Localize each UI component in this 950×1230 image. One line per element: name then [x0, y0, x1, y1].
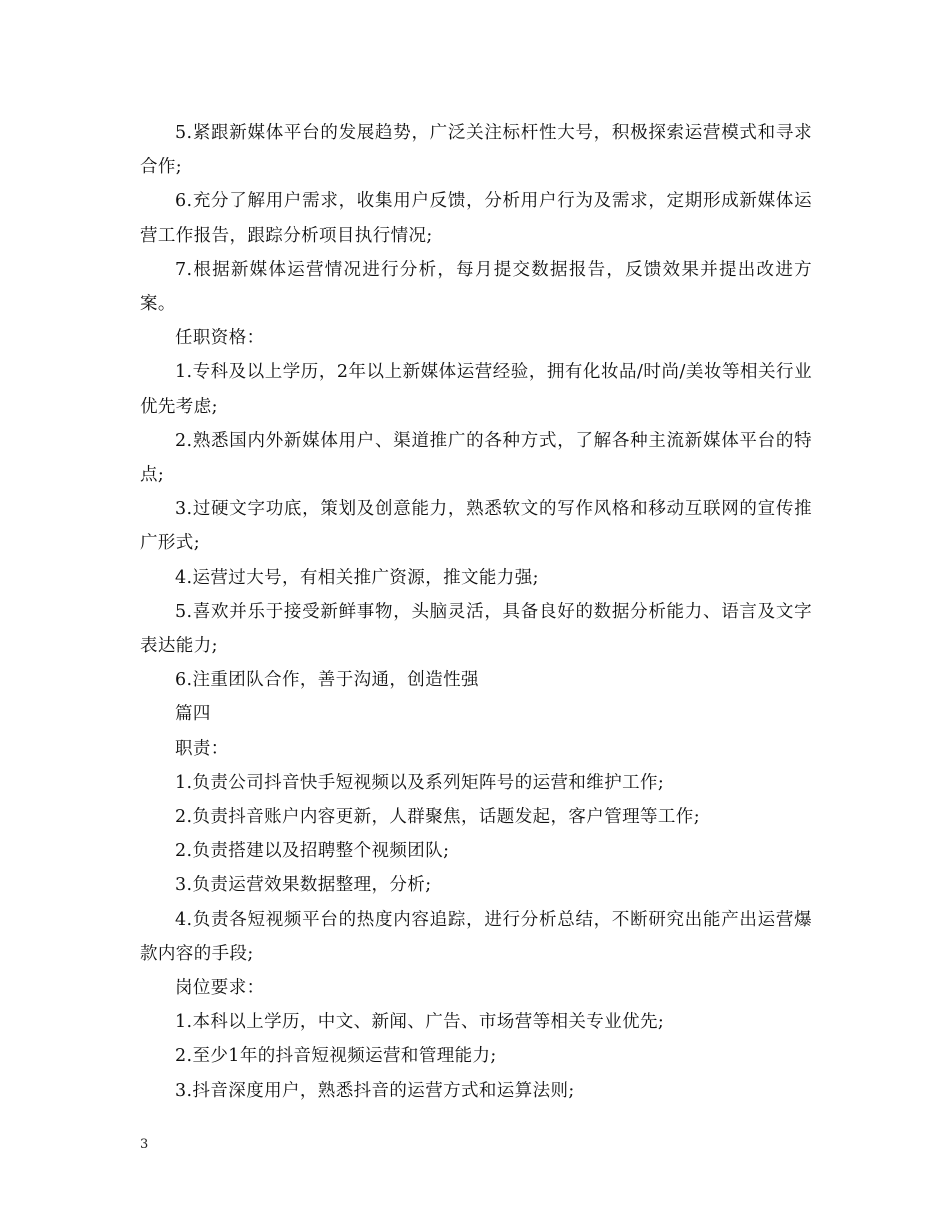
heading-qualifications: 任职资格： [175, 328, 265, 349]
section-heading-part-four: 篇四 [175, 704, 211, 725]
paragraph-responsibility-4: 4.负责各短视频平台的热度内容追踪，进行分析总结，不断研究出能产出运营爆款内容的手段; [140, 909, 812, 964]
paragraph-responsibility-2b: 2.负责搭建以及招聘整个视频团队; [175, 841, 450, 862]
paragraph-duty-7: 7.根据新媒体运营情况进行分析，每月提交数据报告，反馈效果并提出改进方案。 [140, 259, 812, 315]
paragraph-responsibility-2a: 2.负责抖音账户内容更新，人群聚焦，话题发起，客户管理等工作; [175, 807, 700, 828]
paragraph-responsibility-3: 3.负责运营效果数据整理，分析; [175, 875, 432, 896]
heading-responsibilities: 职责： [175, 738, 229, 759]
paragraph-requirement-1: 1.本科以上学历，中文、新闻、广告、市场营等相关专业优先; [175, 1012, 665, 1033]
paragraph-requirement-2: 2.至少1年的抖音短视频运营和管理能力; [175, 1046, 497, 1067]
document-body [140, 116, 812, 1108]
paragraph-duty-5: 5.紧跟新媒体平台的发展趋势，广泛关注标杆性大号，积极探索运营模式和寻求合作; [140, 123, 812, 178]
paragraph-duty-6: 6.充分了解用户需求，收集用户反馈，分析用户行为及需求，定期形成新媒体运营工作报告，跟踪分析项目执行情况; [140, 191, 812, 246]
heading-requirements: 岗位要求： [175, 978, 265, 999]
paragraph-qualification-3: 3.过硬文字功底，策划及创意能力，熟悉软文的写作风格和移动互联网的宣传推广形式; [140, 499, 812, 554]
paragraph-qualification-2: 2.熟悉国内外新媒体用户、渠道推广的各种方式，了解各种主流新媒体平台的特点; [140, 430, 812, 486]
paragraph-responsibility-1: 1.负责公司抖音快手短视频以及系列矩阵号的运营和维护工作; [175, 772, 665, 793]
page-number: 3 [140, 1137, 149, 1152]
paragraph-requirement-3: 3.抖音深度用户，熟悉抖音的运营方式和运算法则; [175, 1080, 575, 1101]
paragraph-qualification-4: 4.运营过大号，有相关推广资源，推文能力强; [175, 567, 539, 588]
paragraph-qualification-6: 6.注重团队合作，善于沟通，创造性强 [175, 670, 479, 691]
paragraph-qualification-5: 5.喜欢并乐于接受新鲜事物，头脑灵活，具备良好的数据分析能力、语言及文字表达能力; [140, 601, 812, 657]
paragraph-qualification-1: 1.专科及以上学历，2年以上新媒体运营经验，拥有化妆品/时尚/美妆等相关行业优先考虑; [140, 362, 812, 417]
